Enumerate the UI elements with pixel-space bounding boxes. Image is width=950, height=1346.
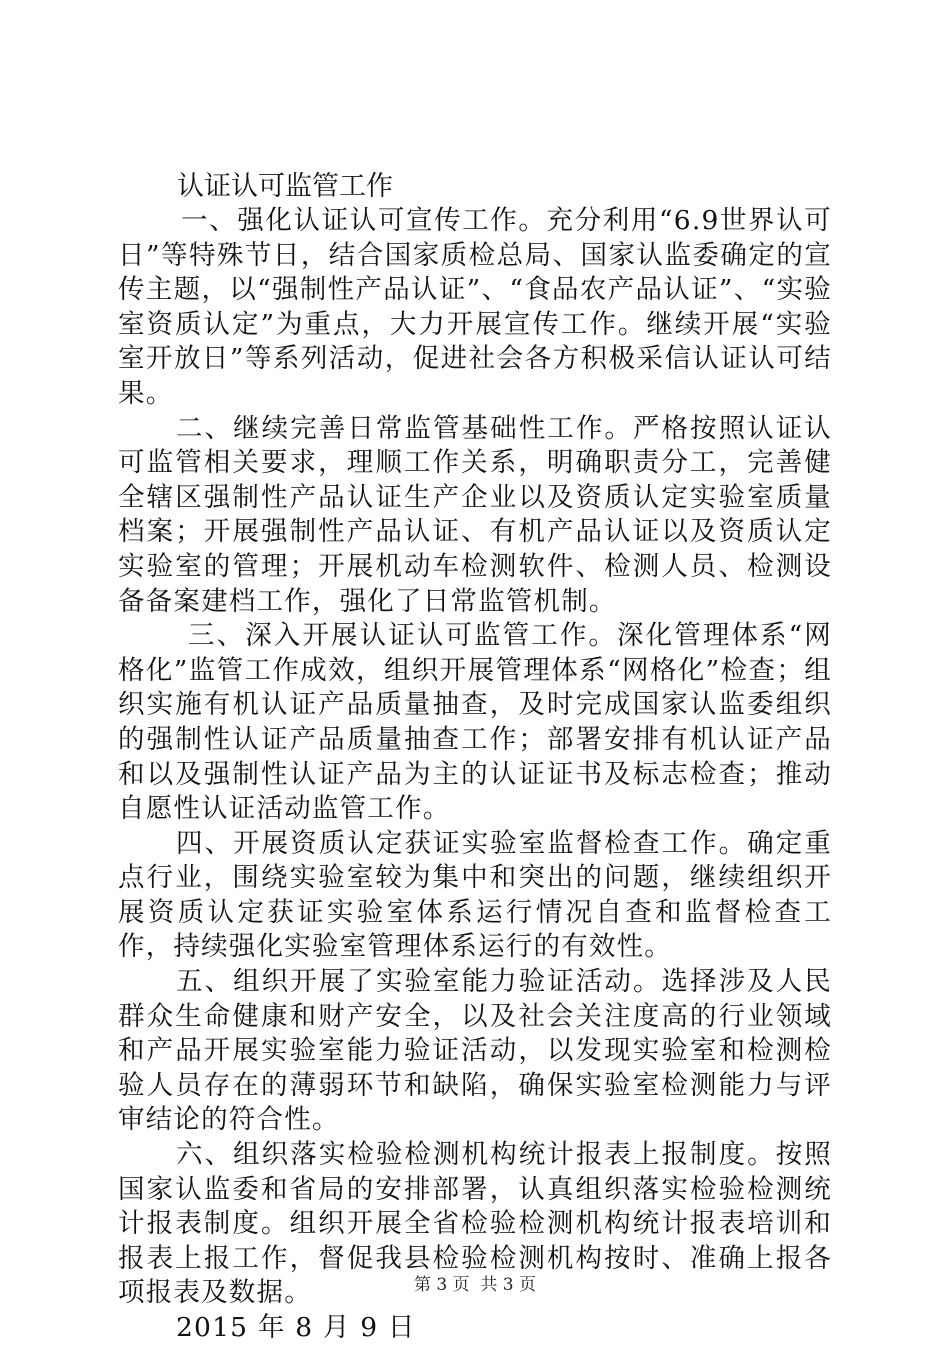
paragraph-5: 五、组织开展了实验室能力验证活动。选择涉及人民群众生命健康和财产安全，以及社会关注度高的行业领域和产品开展实验室能力验证活动，以发现实验室和检测检验人员存在的薄弱环节和缺陷，确保实验室检测能力与评审结论的符合性。	[118, 966, 832, 1136]
document-body	[118, 204, 832, 1346]
document-date: 2015 年 8 月 9 日	[176, 1312, 416, 1343]
document-title: 认证认可监管工作	[177, 171, 393, 202]
page-number-label: 第 3 页 共 3 页	[413, 1275, 537, 1295]
paragraph-3: 三、深入开展认证认可监管工作。深化管理体系“网格化”监管工作成效，组织开展管理体系“网格化”检查；组织实施有机认证产品质量抽查，及时完成国家认监委组织的强制性认证产品质量抽查工作；部署安排有机认证产品和以及强制性认证产品为主的认证证书及标志检查；推动自愿性认证活动监管工作。	[118, 620, 832, 825]
paragraph-2: 二、继续完善日常监管基础性工作。严格按照认证认可监管相关要求，理顺工作关系，明确职责分工，完善健全辖区强制性产品认证生产企业以及资质认定实验室质量档案；开展强制性产品认证、有机产品认证以及资质认定实验室的管理；开展机动车检测软件、检测人员、检测设备备案建档工作，强化了日常监管机制。	[118, 412, 832, 617]
page-footer	[0, 1274, 950, 1296]
paragraph-4: 四、开展资质认定获证实验室监督检查工作。确定重点行业，围绕实验室较为集中和突出的问题，继续组织开展资质认定获证实验室体系运行情况自查和监督检查工作，持续强化实验室管理体系运行的有效性。	[118, 827, 832, 963]
paragraph-1: 一、强化认证认可宣传工作。充分利用“6.9世界认可日”等特殊节日，结合国家质检总局、国家认监委确定的宣传主题，以“强制性产品认证”、“食品农产品认证”、“实验室资质认定”为重点，大力开展宣传工作。继续开展“实验室开放日”等系列活动，促进社会各方积极采信认证认可结果。	[118, 205, 832, 409]
paragraph-6: 六、组织落实检验检测机构统计报表上报制度。按照国家认监委和省局的安排部署，认真组织落实检验检测统计报表制度。组织开展全省检验检测机构统计报表培训和报表上报工作，督促我县检验检测机构按时、准确上报各项报表及数据。	[118, 1139, 832, 1309]
